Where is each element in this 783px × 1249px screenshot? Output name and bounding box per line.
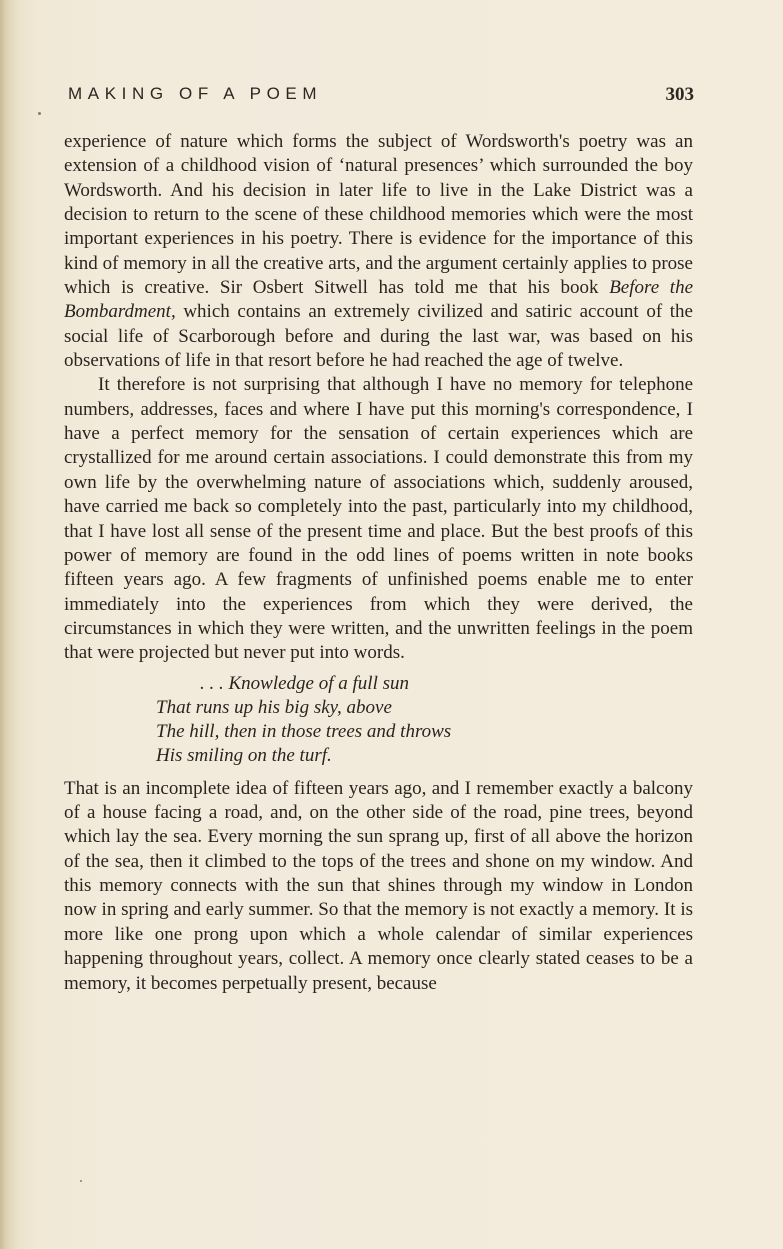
paragraph-1: [64, 130, 693, 373]
print-speck: [38, 112, 41, 115]
print-speck: [80, 1180, 82, 1182]
verse-line-1: . . . Knowledge of a full sun: [200, 672, 409, 694]
verse-line-2: That runs up his big sky, above: [156, 696, 392, 718]
paragraph-2: It therefore is not surprising that although I have no memory for telephone numbers, addresses, faces and where I have put this morning's correspondence, I have a perfect memory for the sensation of certain experiences which are crystallized for me around certain associations. I could demonstrate this from my own life by the overwhelming nature of associations which, suddenly aroused, have carried me back so completely into the past, particularly into my childhood, that I have lost all sense of the present time and place. But the best proofs of this power of memory are found in the odd lines of poems written in note books fifteen years ago. A few fragments of unfinished poems enable me to enter immediately into the experiences from which they were derived, the circumstances in which they were written, and the unwritten feelings in the poem that were projected but never put into words.: [64, 374, 693, 664]
page-number: 303: [665, 84, 694, 105]
paragraph-1-tail: which contains an extremely civilized and satiric account of the social life of Scarborough before and during the last war, was based on his observations of life in that resort before he had reached the age of twelve.: [64, 301, 693, 372]
page-header: [68, 84, 694, 114]
paragraph-3: That is an incomplete idea of fifteen years ago, and I remember exactly a balcony of a house facing a road, and, on the other side of the road, pine trees, beyond which lay the sea. Every morning the sun sprang up, first of all above the horizon of the sea, then it climbed to the tops of the trees and shone on my window. And this memory connects with the sun that shines through my window in London now in spring and early summer. So that the memory is not exactly a memory. It is more like one prong upon which a whole calendar of similar experiences happening throughout years, collect. A memory once clearly stated ceases to be a memory, it becomes perpetually present, because: [64, 777, 693, 994]
verse-quote: [64, 672, 693, 769]
page-body: [64, 130, 693, 996]
verse-line-3: The hill, then in those trees and throws: [156, 721, 452, 743]
paragraph-1-text: experience of nature which forms the subject of Wordsworth's poetry was an extension of a childhood vision of ‘natural presences’ which surrounded the boy Wordsworth. And his decision in later life to live in the Lake District was a decision to return to the scene of these childhood memories which were the most important experiences in his poetry. There is evidence for the importance of this kind of memory in all the creative arts, and the argument certainly applies to prose which is creative. Sir Osbert Sitwell has told me that his book: [64, 131, 693, 299]
running-title: MAKING OF A POEM: [68, 84, 323, 103]
verse-line-4: His smiling on the turf.: [156, 745, 332, 767]
book-title: Before the Bombardment,: [64, 277, 694, 323]
